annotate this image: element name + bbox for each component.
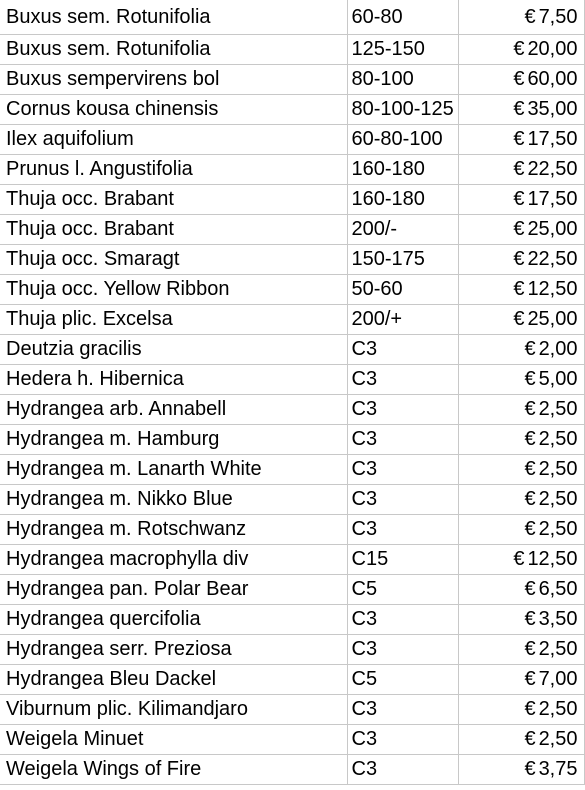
table-row [0,545,584,575]
cell-plant-name[interactable]: Viburnum plic. Kilimandjaro [0,695,347,725]
cell-plant-name[interactable]: Buxus sem. Rotunifolia [0,0,347,35]
cell-size[interactable]: C3 [347,425,458,455]
table-row [0,275,584,305]
price-amount: 25,00 [527,218,578,240]
table-row [0,635,584,665]
cell-size[interactable]: 50-60 [347,275,458,305]
table-row [0,95,584,125]
cell-price[interactable] [458,365,584,395]
price-amount: 17,50 [527,128,578,150]
cell-size[interactable]: 200/- [347,215,458,245]
price-amount: 2,50 [538,398,578,420]
cell-size[interactable]: C3 [347,515,458,545]
cell-size[interactable]: C5 [347,665,458,695]
price-amount: 2,50 [538,518,578,540]
price-amount: 22,50 [527,248,578,270]
cell-price[interactable] [458,485,584,515]
currency-symbol: € [513,38,525,60]
cell-plant-name[interactable]: Hydrangea quercifolia [0,605,347,635]
currency-symbol: € [524,758,536,780]
cell-size[interactable]: 150-175 [347,245,458,275]
table-row [0,35,584,65]
price-amount: 60,00 [527,68,578,90]
cell-size[interactable]: 125-150 [347,35,458,65]
table-row [0,335,584,365]
currency-symbol: € [513,218,525,240]
price-amount: 22,50 [527,158,578,180]
currency-symbol: € [524,338,536,360]
currency-symbol: € [524,428,536,450]
cell-price[interactable] [458,755,584,785]
currency-symbol: € [524,578,536,600]
currency-symbol: € [513,188,525,210]
currency-symbol: € [513,278,525,300]
table-row [0,0,584,35]
price-amount: 3,50 [538,608,578,630]
currency-symbol: € [524,458,536,480]
price-amount: 25,00 [527,308,578,330]
cell-size[interactable]: 80-100 [347,65,458,95]
table-row [0,155,584,185]
cell-price[interactable] [458,35,584,65]
currency-symbol: € [524,698,536,720]
table-row [0,665,584,695]
price-amount: 2,50 [538,728,578,750]
cell-price[interactable] [458,545,584,575]
cell-size[interactable]: 60-80 [347,0,458,35]
currency-symbol: € [524,368,536,390]
cell-plant-name[interactable]: Thuja occ. Yellow Ribbon [0,275,347,305]
price-amount: 2,00 [538,338,578,360]
cell-plant-name[interactable]: Hydrangea macrophylla div [0,545,347,575]
table-row [0,65,584,95]
cell-size[interactable]: C15 [347,545,458,575]
cell-plant-name[interactable]: Hedera h. Hibernica [0,365,347,395]
cell-price[interactable] [458,65,584,95]
cell-plant-name[interactable]: Hydrangea m. Rotschwanz [0,515,347,545]
price-amount: 2,50 [538,698,578,720]
cell-size[interactable]: C3 [347,725,458,755]
currency-symbol: € [513,248,525,270]
currency-symbol: € [524,608,536,630]
cell-plant-name[interactable]: Buxus sem. Rotunifolia [0,35,347,65]
cell-size[interactable]: C3 [347,395,458,425]
cell-size[interactable]: 200/+ [347,305,458,335]
table-row [0,755,584,785]
cell-plant-name[interactable]: Deutzia gracilis [0,335,347,365]
currency-symbol: € [524,488,536,510]
cell-plant-name[interactable]: Buxus sempervirens bol [0,65,347,95]
cell-price[interactable] [458,725,584,755]
table-row [0,365,584,395]
price-amount: 7,50 [538,6,578,28]
cell-size[interactable]: C3 [347,455,458,485]
table-row [0,575,584,605]
table-row [0,395,584,425]
price-amount: 6,50 [538,578,578,600]
cell-plant-name[interactable]: Prunus l. Angustifolia [0,155,347,185]
cell-size[interactable]: C3 [347,335,458,365]
cell-price[interactable] [458,275,584,305]
price-amount: 2,50 [538,458,578,480]
table-row [0,605,584,635]
currency-symbol: € [524,6,536,28]
currency-symbol: € [513,128,525,150]
cell-size[interactable]: C3 [347,755,458,785]
cell-plant-name[interactable]: Thuja occ. Smaragt [0,245,347,275]
currency-symbol: € [524,638,536,660]
cell-plant-name[interactable]: Thuja plic. Excelsa [0,305,347,335]
table-row [0,425,584,455]
cell-size[interactable]: C3 [347,695,458,725]
cell-price[interactable] [458,215,584,245]
table-row [0,515,584,545]
price-amount: 12,50 [527,548,578,570]
cell-size[interactable]: C3 [347,365,458,395]
cell-plant-name[interactable]: Hydrangea pan. Polar Bear [0,575,347,605]
cell-price[interactable] [458,155,584,185]
cell-price[interactable] [458,635,584,665]
currency-symbol: € [513,308,525,330]
price-amount: 2,50 [538,638,578,660]
currency-symbol: € [513,548,525,570]
cell-price[interactable] [458,665,584,695]
table-row [0,485,584,515]
table-row [0,245,584,275]
cell-plant-name[interactable]: Weigela Wings of Fire [0,755,347,785]
cell-size[interactable]: 60-80-100 [347,125,458,155]
cell-price[interactable] [458,335,584,365]
currency-symbol: € [524,398,536,420]
currency-symbol: € [524,728,536,750]
price-amount: 2,50 [538,488,578,510]
cell-price[interactable] [458,395,584,425]
cell-price[interactable] [458,95,584,125]
cell-size[interactable]: C3 [347,635,458,665]
price-amount: 35,00 [527,98,578,120]
table-row [0,215,584,245]
currency-symbol: € [513,98,525,120]
price-amount: 12,50 [527,278,578,300]
cell-price[interactable] [458,0,584,35]
cell-plant-name[interactable]: Hydrangea serr. Preziosa [0,635,347,665]
cell-size[interactable]: C5 [347,575,458,605]
price-amount: 17,50 [527,188,578,210]
table-row [0,305,584,335]
cell-plant-name[interactable]: Thuja occ. Brabant [0,185,347,215]
cell-plant-name[interactable]: Hydrangea m. Lanarth White [0,455,347,485]
cell-plant-name[interactable]: Hydrangea m. Hamburg [0,425,347,455]
cell-size[interactable]: C3 [347,605,458,635]
cell-price[interactable] [458,125,584,155]
cell-plant-name[interactable]: Hydrangea Bleu Dackel [0,665,347,695]
cell-plant-name[interactable]: Hydrangea arb. Annabell [0,395,347,425]
price-amount: 7,00 [538,668,578,690]
cell-price[interactable] [458,305,584,335]
table-row [0,725,584,755]
cell-price[interactable] [458,515,584,545]
price-amount: 5,00 [538,368,578,390]
cell-price[interactable] [458,575,584,605]
price-amount: 20,00 [527,38,578,60]
cell-price[interactable] [458,455,584,485]
cell-price[interactable] [458,185,584,215]
cell-price[interactable] [458,425,584,455]
cell-size[interactable]: 80-100-125 [347,95,458,125]
cell-price[interactable] [458,245,584,275]
currency-symbol: € [513,158,525,180]
cell-plant-name[interactable]: Ilex aquifolium [0,125,347,155]
cell-plant-name[interactable]: Cornus kousa chinensis [0,95,347,125]
cell-size[interactable]: 160-180 [347,155,458,185]
currency-symbol: € [524,518,536,540]
price-amount: 2,50 [538,428,578,450]
cell-price[interactable] [458,605,584,635]
table-row [0,125,584,155]
cell-plant-name[interactable]: Weigela Minuet [0,725,347,755]
cell-size[interactable]: 160-180 [347,185,458,215]
cell-plant-name[interactable]: Hydrangea m. Nikko Blue [0,485,347,515]
cell-size[interactable]: C3 [347,485,458,515]
cell-plant-name[interactable]: Thuja occ. Brabant [0,215,347,245]
price-amount: 3,75 [538,758,578,780]
cell-price[interactable] [458,695,584,725]
table-row [0,185,584,215]
currency-symbol: € [513,68,525,90]
table-row [0,695,584,725]
currency-symbol: € [524,668,536,690]
table-row [0,455,584,485]
